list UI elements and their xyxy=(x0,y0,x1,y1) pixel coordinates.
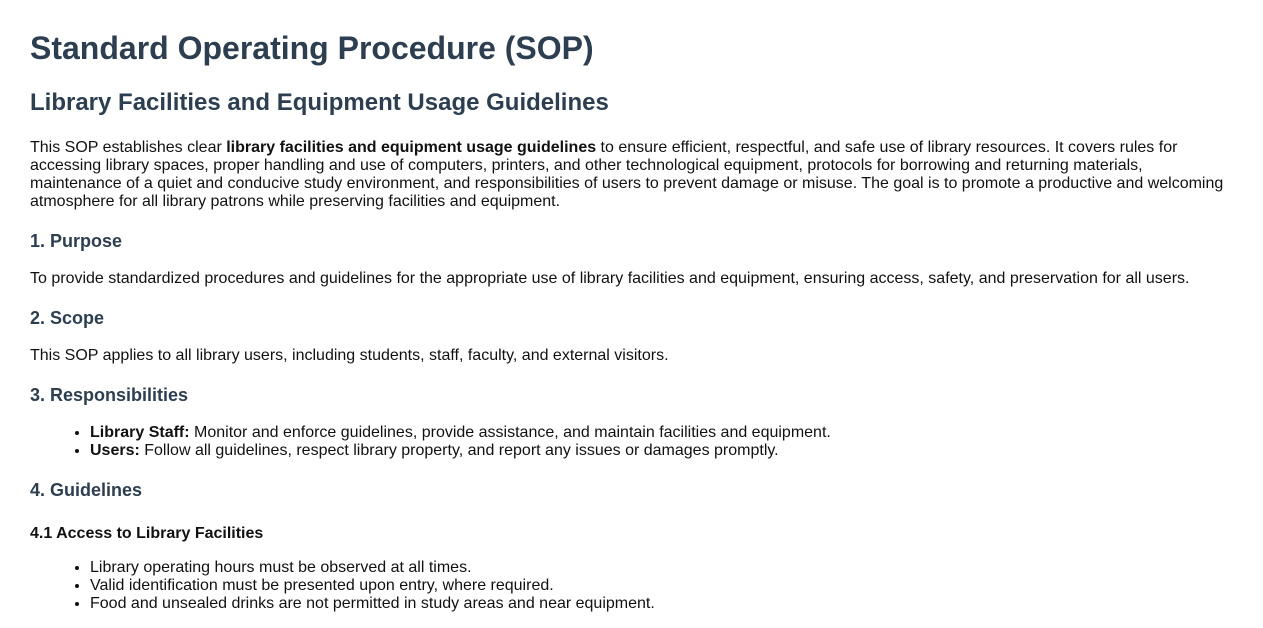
scope-heading: 2. Scope xyxy=(30,308,105,328)
intro-paragraph xyxy=(30,139,1233,211)
list-item: • Valid identification must be presented upon entry, where required. xyxy=(90,577,1233,595)
access-subheading: 4.1 Access to Library Facilities xyxy=(30,525,264,542)
intro-text-end: to ensure efficient, respectful, and safe use of library resources. It covers rules for accessing library spaces, proper handling and use of computers, printers, and other technological equipment, protocols for borrowing and returning materials, maintenance of a quiet and conducive study environment, and responsibilities of users to prevent damage or misuse. The goal is to promote a productive and welcoming atmosphere for all library patrons while preserving facilities and equipment. xyxy=(30,139,1224,210)
intro-bold-text: library facilities and equipment usage guidelines xyxy=(226,139,597,156)
list-item-text: Monitor and enforce guidelines, provide assistance, and maintain facilities and equipment. xyxy=(189,424,831,441)
document xyxy=(0,30,1263,613)
list-item-label: Library Staff: xyxy=(90,424,190,441)
list-item: • Library operating hours must be observed at all times. xyxy=(90,559,1233,577)
responsibilities-list xyxy=(30,424,1233,460)
access-list xyxy=(30,559,1233,613)
page-subtitle: Library Facilities and Equipment Usage Guidelines xyxy=(30,89,609,116)
list-item xyxy=(90,442,1233,460)
list-item xyxy=(90,424,1233,442)
list-item-label: Users: xyxy=(90,442,140,459)
responsibilities-heading: 3. Responsibilities xyxy=(30,385,189,405)
guidelines-heading: 4. Guidelines xyxy=(30,480,143,500)
list-item-text: Follow all guidelines, respect library property, and report any issues or damages promptly. xyxy=(139,442,779,459)
purpose-heading: 1. Purpose xyxy=(30,231,123,251)
purpose-text: To provide standardized procedures and guidelines for the appropriate use of library facilities and equipment, ensuring access, safety, and preservation for all users. xyxy=(30,270,1190,287)
intro-text-start: This SOP establishes clear xyxy=(30,139,227,156)
list-item: • Food and unsealed drinks are not permitted in study areas and near equipment. xyxy=(90,595,1233,613)
scope-text: This SOP applies to all library users, including students, staff, faculty, and external visitors. xyxy=(30,347,669,364)
page-title: Standard Operating Procedure (SOP) xyxy=(30,30,594,66)
